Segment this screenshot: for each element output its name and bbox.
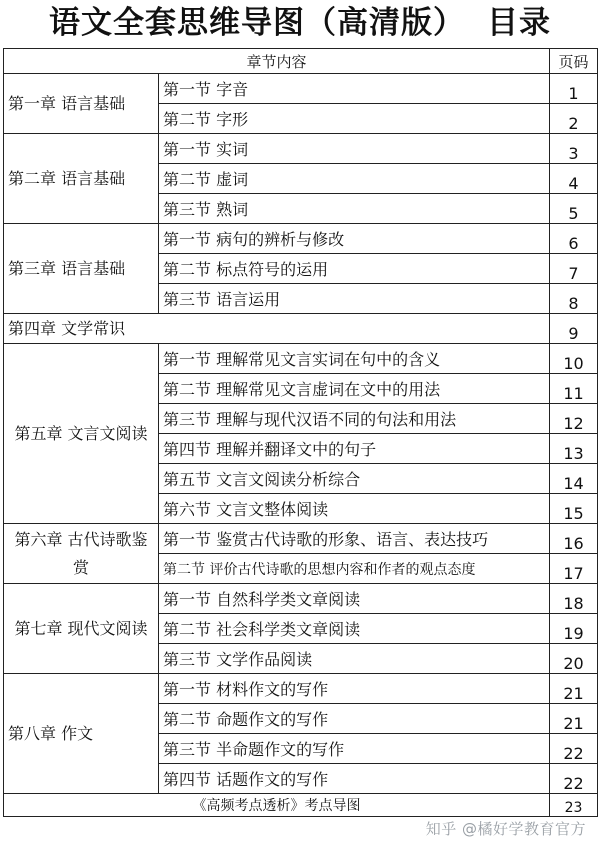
title-main: 语文全套思维导图（高清版） xyxy=(49,5,465,41)
section-title: 第三节 文学作品阅读 xyxy=(159,644,550,674)
page-number: 21 xyxy=(550,674,598,704)
chapter-title: 第七章 现代文阅读 xyxy=(4,584,159,674)
toc-row-final xyxy=(4,794,598,817)
section-title: 第三节 半命题作文的写作 xyxy=(159,734,550,764)
toc-header-row xyxy=(4,49,598,74)
chapter-title: 第八章 作文 xyxy=(4,674,159,794)
document-title xyxy=(0,0,600,46)
header-content: 章节内容 xyxy=(4,49,550,74)
toc-row xyxy=(4,314,598,344)
page-number: 4 xyxy=(550,164,598,194)
page-number: 14 xyxy=(550,464,598,494)
page-number: 18 xyxy=(550,584,598,614)
chapter-title: 第五章 文言文阅读 xyxy=(4,344,159,524)
page-number: 16 xyxy=(550,524,598,554)
section-title: 第二节 评价古代诗歌的思想内容和作者的观点态度 xyxy=(159,554,550,584)
page-number: 17 xyxy=(550,554,598,584)
section-title: 第三节 语言运用 xyxy=(159,284,550,314)
page-number: 2 xyxy=(550,104,598,134)
chapter-title: 第一章 语言基础 xyxy=(4,74,159,134)
page-number: 23 xyxy=(550,794,598,817)
chapter-title: 第六章 古代诗歌鉴赏 xyxy=(4,524,159,584)
section-title: 第四节 理解并翻译文中的句子 xyxy=(159,434,550,464)
section-title: 第五节 文言文阅读分析综合 xyxy=(159,464,550,494)
section-title: 第一节 自然科学类文章阅读 xyxy=(159,584,550,614)
page-number: 13 xyxy=(550,434,598,464)
toc-row xyxy=(4,584,598,614)
page-number: 11 xyxy=(550,374,598,404)
page-number: 9 xyxy=(550,314,598,344)
page-number: 10 xyxy=(550,344,598,374)
section-title: 第一节 理解常见文言实词在句中的含义 xyxy=(159,344,550,374)
page-number: 7 xyxy=(550,254,598,284)
page-number: 1 xyxy=(550,74,598,104)
chapter-title: 第三章 语言基础 xyxy=(4,224,159,314)
section-title: 第二节 理解常见文言虚词在文中的用法 xyxy=(159,374,550,404)
page-number: 12 xyxy=(550,404,598,434)
section-title: 第三节 熟词 xyxy=(159,194,550,224)
toc-table xyxy=(3,48,598,817)
page-number: 20 xyxy=(550,644,598,674)
toc-row xyxy=(4,134,598,164)
page-number: 21 xyxy=(550,704,598,734)
final-entry-title: 《高频考点透析》考点导图 xyxy=(4,794,550,817)
section-title: 第一节 病句的辨析与修改 xyxy=(159,224,550,254)
toc-row xyxy=(4,524,598,554)
page-number: 22 xyxy=(550,764,598,794)
section-title: 第一节 材料作文的写作 xyxy=(159,674,550,704)
header-page: 页码 xyxy=(550,49,598,74)
section-title: 第二节 字形 xyxy=(159,104,550,134)
chapter-title: 第四章 文学常识 xyxy=(4,314,550,344)
toc-body xyxy=(4,49,598,817)
section-title: 第一节 字音 xyxy=(159,74,550,104)
toc-row xyxy=(4,74,598,104)
title-sub: 目录 xyxy=(487,5,551,41)
page-number: 3 xyxy=(550,134,598,164)
page-number: 5 xyxy=(550,194,598,224)
section-title: 第六节 文言文整体阅读 xyxy=(159,494,550,524)
toc-row xyxy=(4,674,598,704)
section-title: 第一节 实词 xyxy=(159,134,550,164)
page-number: 6 xyxy=(550,224,598,254)
section-title: 第一节 鉴赏古代诗歌的形象、语言、表达技巧 xyxy=(159,524,550,554)
page-number: 22 xyxy=(550,734,598,764)
page-number: 19 xyxy=(550,614,598,644)
toc-row xyxy=(4,344,598,374)
section-title: 第四节 话题作文的写作 xyxy=(159,764,550,794)
section-title: 第二节 标点符号的运用 xyxy=(159,254,550,284)
page-number: 15 xyxy=(550,494,598,524)
page-number: 8 xyxy=(550,284,598,314)
section-title: 第三节 理解与现代汉语不同的句法和用法 xyxy=(159,404,550,434)
chapter-title: 第二章 语言基础 xyxy=(4,134,159,224)
toc-row xyxy=(4,224,598,254)
watermark: 知乎 @橘好学教育官方 xyxy=(425,820,586,838)
section-title: 第二节 社会科学类文章阅读 xyxy=(159,614,550,644)
section-title: 第二节 命题作文的写作 xyxy=(159,704,550,734)
section-title: 第二节 虚词 xyxy=(159,164,550,194)
